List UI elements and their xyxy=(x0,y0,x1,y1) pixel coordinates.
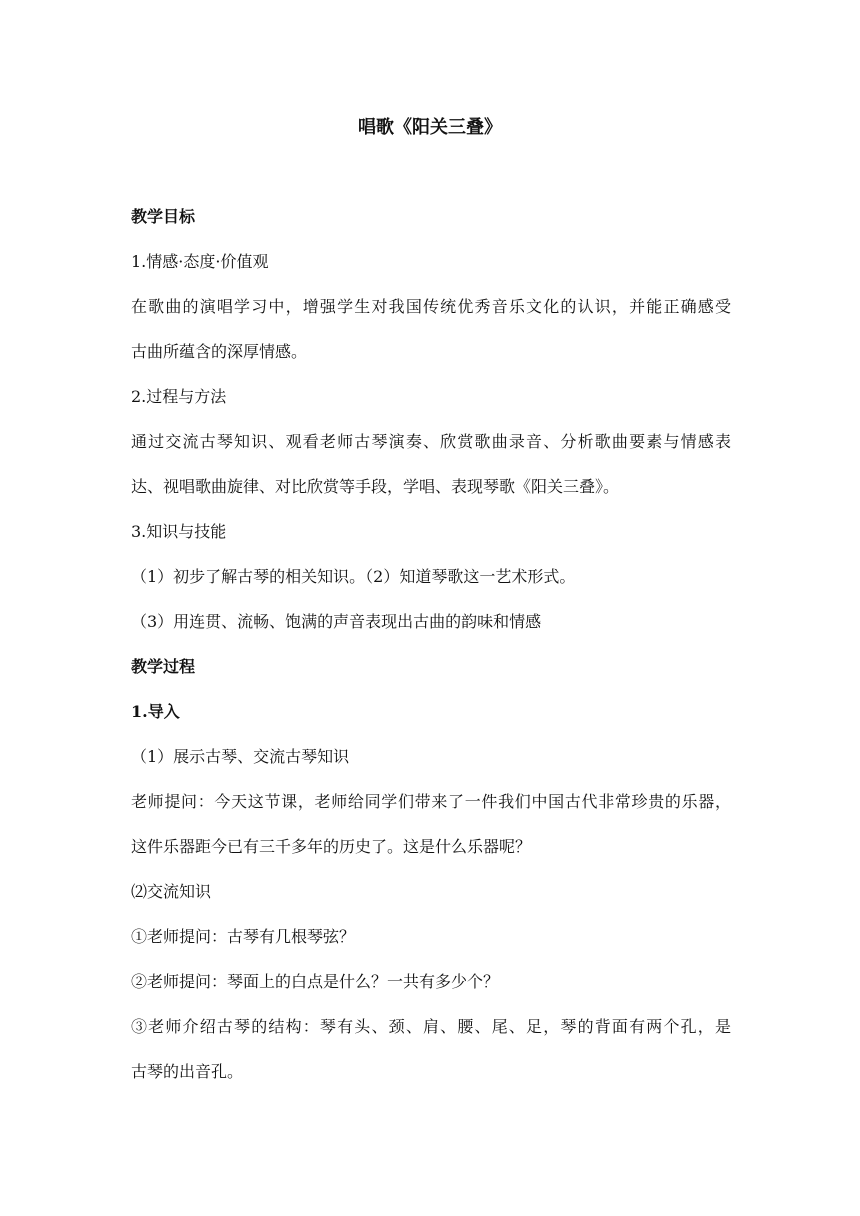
paragraph-line: ②老师提问：琴面上的白点是什么？一共有多少个？ xyxy=(131,972,500,991)
paragraph-line: （3）用连贯、流畅、饱满的声音表现出古曲的韵味和情感 xyxy=(131,612,542,631)
paragraph-line: ⑵交流知识 xyxy=(131,882,212,901)
paragraph-line: 古琴的出音孔。 xyxy=(131,1062,244,1081)
section-heading-objectives: 教学目标 xyxy=(131,207,196,226)
paragraph-line: （1）初步了解古琴的相关知识。（2）知道琴歌这一艺术形式。 xyxy=(131,567,576,586)
subheading-knowledge: 3.知识与技能 xyxy=(131,522,227,541)
subheading-process: 2.过程与方法 xyxy=(131,387,227,406)
subheading-emotion: 1.情感·态度·价值观 xyxy=(131,252,269,271)
subheading-intro: 1.导入 xyxy=(131,702,180,721)
paragraph-line: 老师提问：今天这节课，老师给同学们带来了一件我们中国古代非常珍贵的乐器， xyxy=(131,792,731,811)
paragraph-line: 达、视唱歌曲旋律、对比欣赏等手段，学唱、表现琴歌《阳关三叠》。 xyxy=(131,477,620,496)
section-heading-process: 教学过程 xyxy=(131,657,196,676)
paragraph-line: 在歌曲的演唱学习中，增强学生对我国传统优秀音乐文化的认识，并能正确感受 xyxy=(131,297,731,316)
paragraph-line: （1）展示古琴、交流古琴知识 xyxy=(131,747,350,766)
paragraph-line: ③老师介绍古琴的结构：琴有头、颈、肩、腰、尾、足，琴的背面有两个孔，是 xyxy=(131,1017,731,1036)
paragraph-line: 这件乐器距今已有三千多年的历史了。这是什么乐器呢？ xyxy=(131,837,532,856)
document-title: 唱歌《阳关三叠》 xyxy=(358,117,502,138)
paragraph-line: 通过交流古琴知识、观看老师古琴演奏、欣赏歌曲录音、分析歌曲要素与情感表 xyxy=(131,432,731,451)
paragraph-line: 古曲所蕴含的深厚情感。 xyxy=(131,342,308,361)
paragraph-line: ①老师提问：古琴有几根琴弦？ xyxy=(131,927,356,946)
